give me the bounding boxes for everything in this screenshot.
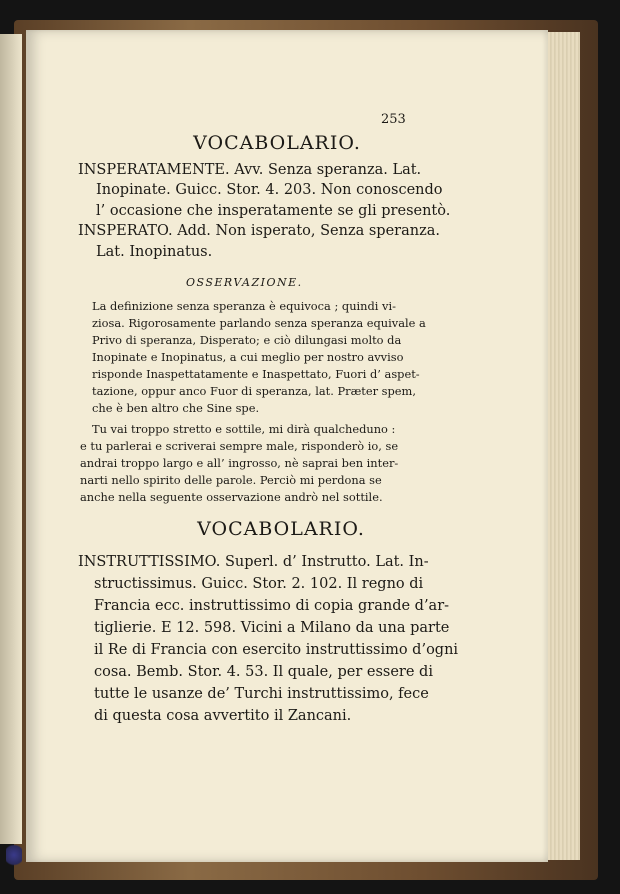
observation-line: anche nella seguente osservazione andrò nel sottile. (80, 490, 383, 504)
entry-line: INSTRUTTISSIMO. Superl. d’ Instrutto. Lat. In- (78, 554, 429, 570)
observation-line: narti nello spirito delle parole. Perciò mi perdona se (80, 473, 382, 487)
entry-line: Lat. Inopinatus. (96, 244, 213, 260)
library-stamp (6, 842, 22, 868)
observation-line: andrai troppo largo e all’ ingrosso, nè saprai ben inter- (80, 456, 399, 470)
entry-line: Francia ecc. instruttissimo di copia grande d’ar- (94, 598, 450, 614)
left-page-leaf (0, 34, 22, 844)
section-heading-2: VOCABOLARIO. (197, 518, 365, 540)
observation-line: tazione, oppur anco Fuor di speranza, lat. Præter spem, (92, 384, 416, 398)
entry-line: Inopinate. Guicc. Stor. 4. 203. Non conoscendo (96, 182, 443, 198)
observation-line: ziosa. Rigorosamente parlando senza speranza equivale a (92, 316, 426, 330)
entry-line: INSPERATAMENTE. Avv. Senza speranza. Lat. (78, 162, 422, 178)
observation-line: Inopinate e Inopinatus, a cui meglio per nostro avviso (92, 350, 404, 364)
observation-line: Privo di speranza, Disperato; e ciò dilungasi molto da (92, 333, 402, 347)
entry-line: il Re di Francia con esercito instruttissimo d’ogni (94, 642, 459, 658)
observation-line: risponde Inaspettatamente e Inaspettato, Fuori d’ aspet- (92, 367, 420, 381)
entry-line: tutte le usanze de’ Turchi instruttissimo, fece (94, 686, 429, 702)
entry-line: structissimus. Guicc. Stor. 2. 102. Il regno di (94, 576, 424, 592)
observation-line: e tu parlerai e scriverai sempre male, risponderò io, se (80, 439, 399, 453)
book-page (26, 30, 548, 862)
entry-line: di questa cosa avvertito il Zancani. (94, 708, 352, 724)
entry-line: l’ occasione che insperatamente se gli presentò. (96, 203, 451, 219)
entry-line: tiglierie. E 12. 598. Vicini a Milano da una parte (94, 620, 450, 636)
observation-title: OSSERVAZIONE. (186, 276, 303, 289)
observation-line: che è ben altro che Sine spe. (92, 401, 260, 415)
entry-line: INSPERATO. Add. Non isperato, Senza speranza. (78, 223, 440, 239)
observation-line: Tu vai troppo stretto e sottile, mi dirà qualcheduno : (92, 422, 396, 436)
observation-line: La definizione senza speranza è equivoca ; quindi vi- (92, 299, 396, 313)
section-heading-1: VOCABOLARIO. (193, 132, 361, 154)
page-number: 253 (381, 112, 406, 127)
entry-line: cosa. Bemb. Stor. 4. 53. Il quale, per essere di (94, 664, 433, 680)
